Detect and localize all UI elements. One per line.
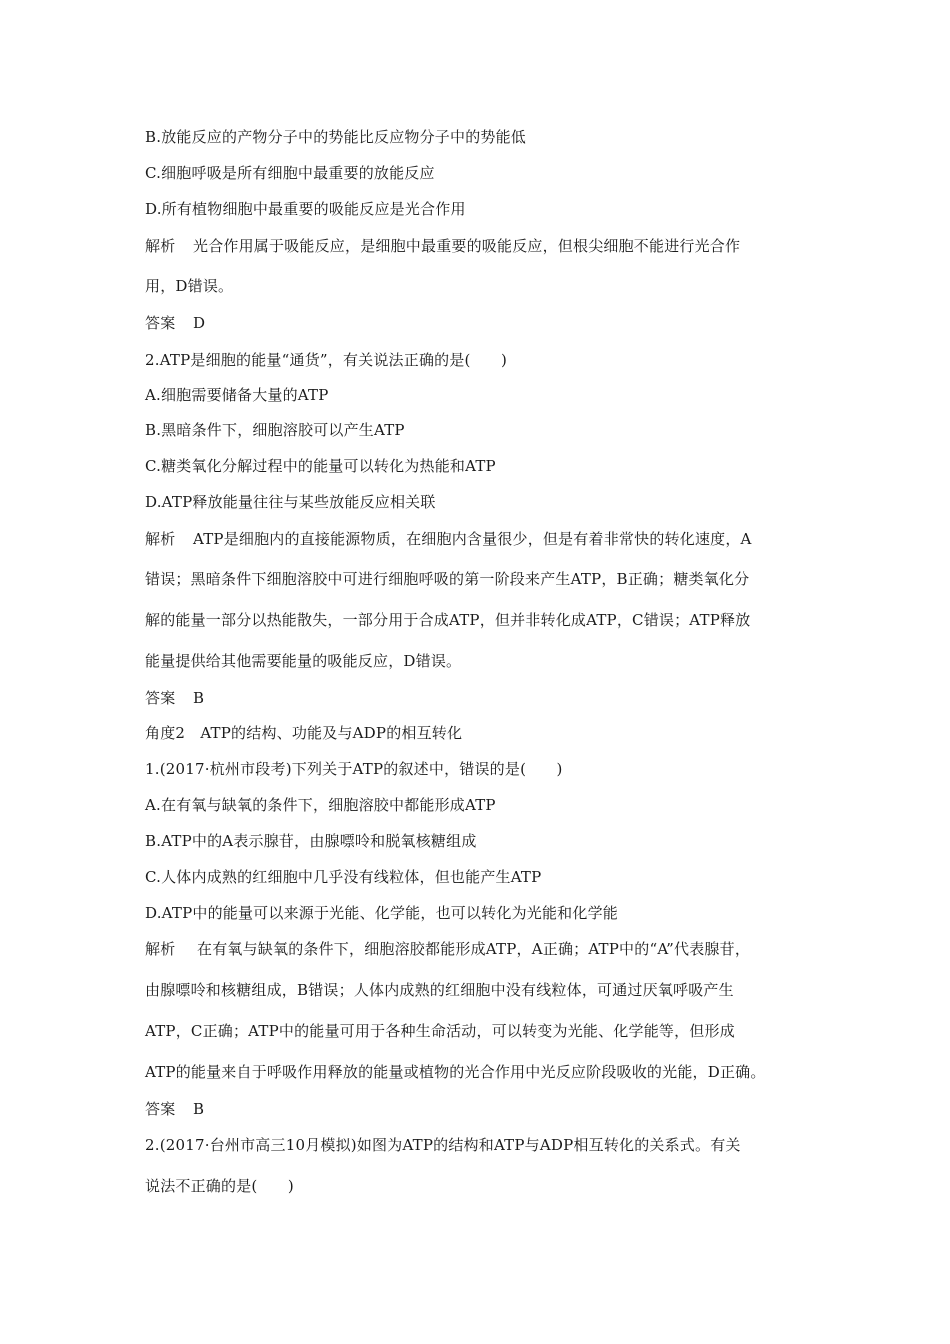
analysis-continuation: ATP，C正确；ATP中的能量可用于各种生命活动，可以转变为光能、化学能等，但形成 (145, 1022, 735, 1040)
answer-label: 答案 (145, 314, 176, 332)
answer-value: D (193, 314, 206, 332)
answer-value: B (193, 1100, 205, 1118)
analysis-continuation: ATP的能量来自于呼吸作用释放的能量或植物的光合作用中光反应阶段吸收的光能，D正确。 (145, 1063, 766, 1081)
analysis-text: 光合作用属于吸能反应，是细胞中最重要的吸能反应，但根尖细胞不能进行光合作 (193, 237, 741, 255)
option-c-line: C.糖类氧化分解过程中的能量可以转化为热能和ATP (145, 457, 496, 475)
analysis-line (145, 529, 752, 549)
section-heading: 角度2 ATP的结构、功能及与ADP的相互转化 (145, 724, 463, 742)
analysis-label: 解析 (145, 530, 176, 548)
option-a-line: A.在有氧与缺氧的条件下，细胞溶胶中都能形成ATP (145, 796, 496, 814)
analysis-continuation: 解的能量一部分以热能散失，一部分用于合成ATP，但并非转化成ATP，C错误；ATP释放 (145, 611, 751, 629)
option-b-line: B.ATP中的A表示腺苷，由腺嘌呤和脱氧核糖组成 (145, 832, 477, 850)
option-c-line: C.人体内成熟的红细胞中几乎没有线粒体，但也能产生ATP (145, 868, 542, 886)
analysis-label: 解析 (145, 237, 176, 255)
question-1-stem: 1.(2017·杭州市段考)下列关于ATP的叙述中，错误的是( ) (145, 760, 563, 778)
option-d-line: D.ATP释放能量往往与某些放能反应相关联 (145, 493, 436, 511)
question-2-stem-continuation: 说法不正确的是( ) (145, 1177, 294, 1195)
option-a-line: A.细胞需要储备大量的ATP (145, 386, 329, 404)
analysis-continuation: 错误；黑暗条件下细胞溶胶中可进行细胞呼吸的第一阶段来产生ATP，B正确；糖类氧化分 (145, 570, 750, 588)
option-d-line: D.ATP中的能量可以来源于光能、化学能，也可以转化为光能和化学能 (145, 904, 618, 922)
analysis-line (145, 236, 740, 256)
option-b-line: B.黑暗条件下，细胞溶胶可以产生ATP (145, 421, 405, 439)
answer-line (145, 313, 205, 333)
question-2-stem: 2.(2017·台州市高三10月模拟)如图为ATP的结构和ATP与ADP相互转化的关系式。有关 (145, 1136, 741, 1154)
answer-value: B (193, 689, 205, 707)
analysis-text: ATP是细胞内的直接能源物质，在细胞内含量很少，但是有着非常快的转化速度，A (193, 530, 752, 548)
answer-line (145, 688, 204, 708)
option-d-line: D.所有植物细胞中最重要的吸能反应是光合作用 (145, 200, 466, 218)
option-b-line: B.放能反应的产物分子中的势能比反应物分子中的势能低 (145, 128, 526, 146)
answer-label: 答案 (145, 1100, 176, 1118)
answer-line (145, 1099, 204, 1119)
analysis-continuation: 能量提供给其他需要能量的吸能反应，D错误。 (145, 652, 462, 670)
analysis-label: 解析 (145, 940, 176, 958)
question-2-stem: 2.ATP是细胞的能量“通货”，有关说法正确的是( ) (145, 351, 508, 369)
option-c-line: C.细胞呼吸是所有细胞中最重要的放能反应 (145, 164, 435, 182)
analysis-line (145, 939, 750, 959)
analysis-text: 在有氧与缺氧的条件下，细胞溶胶都能形成ATP，A正确；ATP中的“A”代表腺苷， (197, 940, 751, 958)
analysis-continuation: 用，D错误。 (145, 277, 234, 295)
answer-label: 答案 (145, 689, 176, 707)
analysis-continuation: 由腺嘌呤和核糖组成，B错误；人体内成熟的红细胞中没有线粒体，可通过厌氧呼吸产生 (145, 981, 734, 999)
